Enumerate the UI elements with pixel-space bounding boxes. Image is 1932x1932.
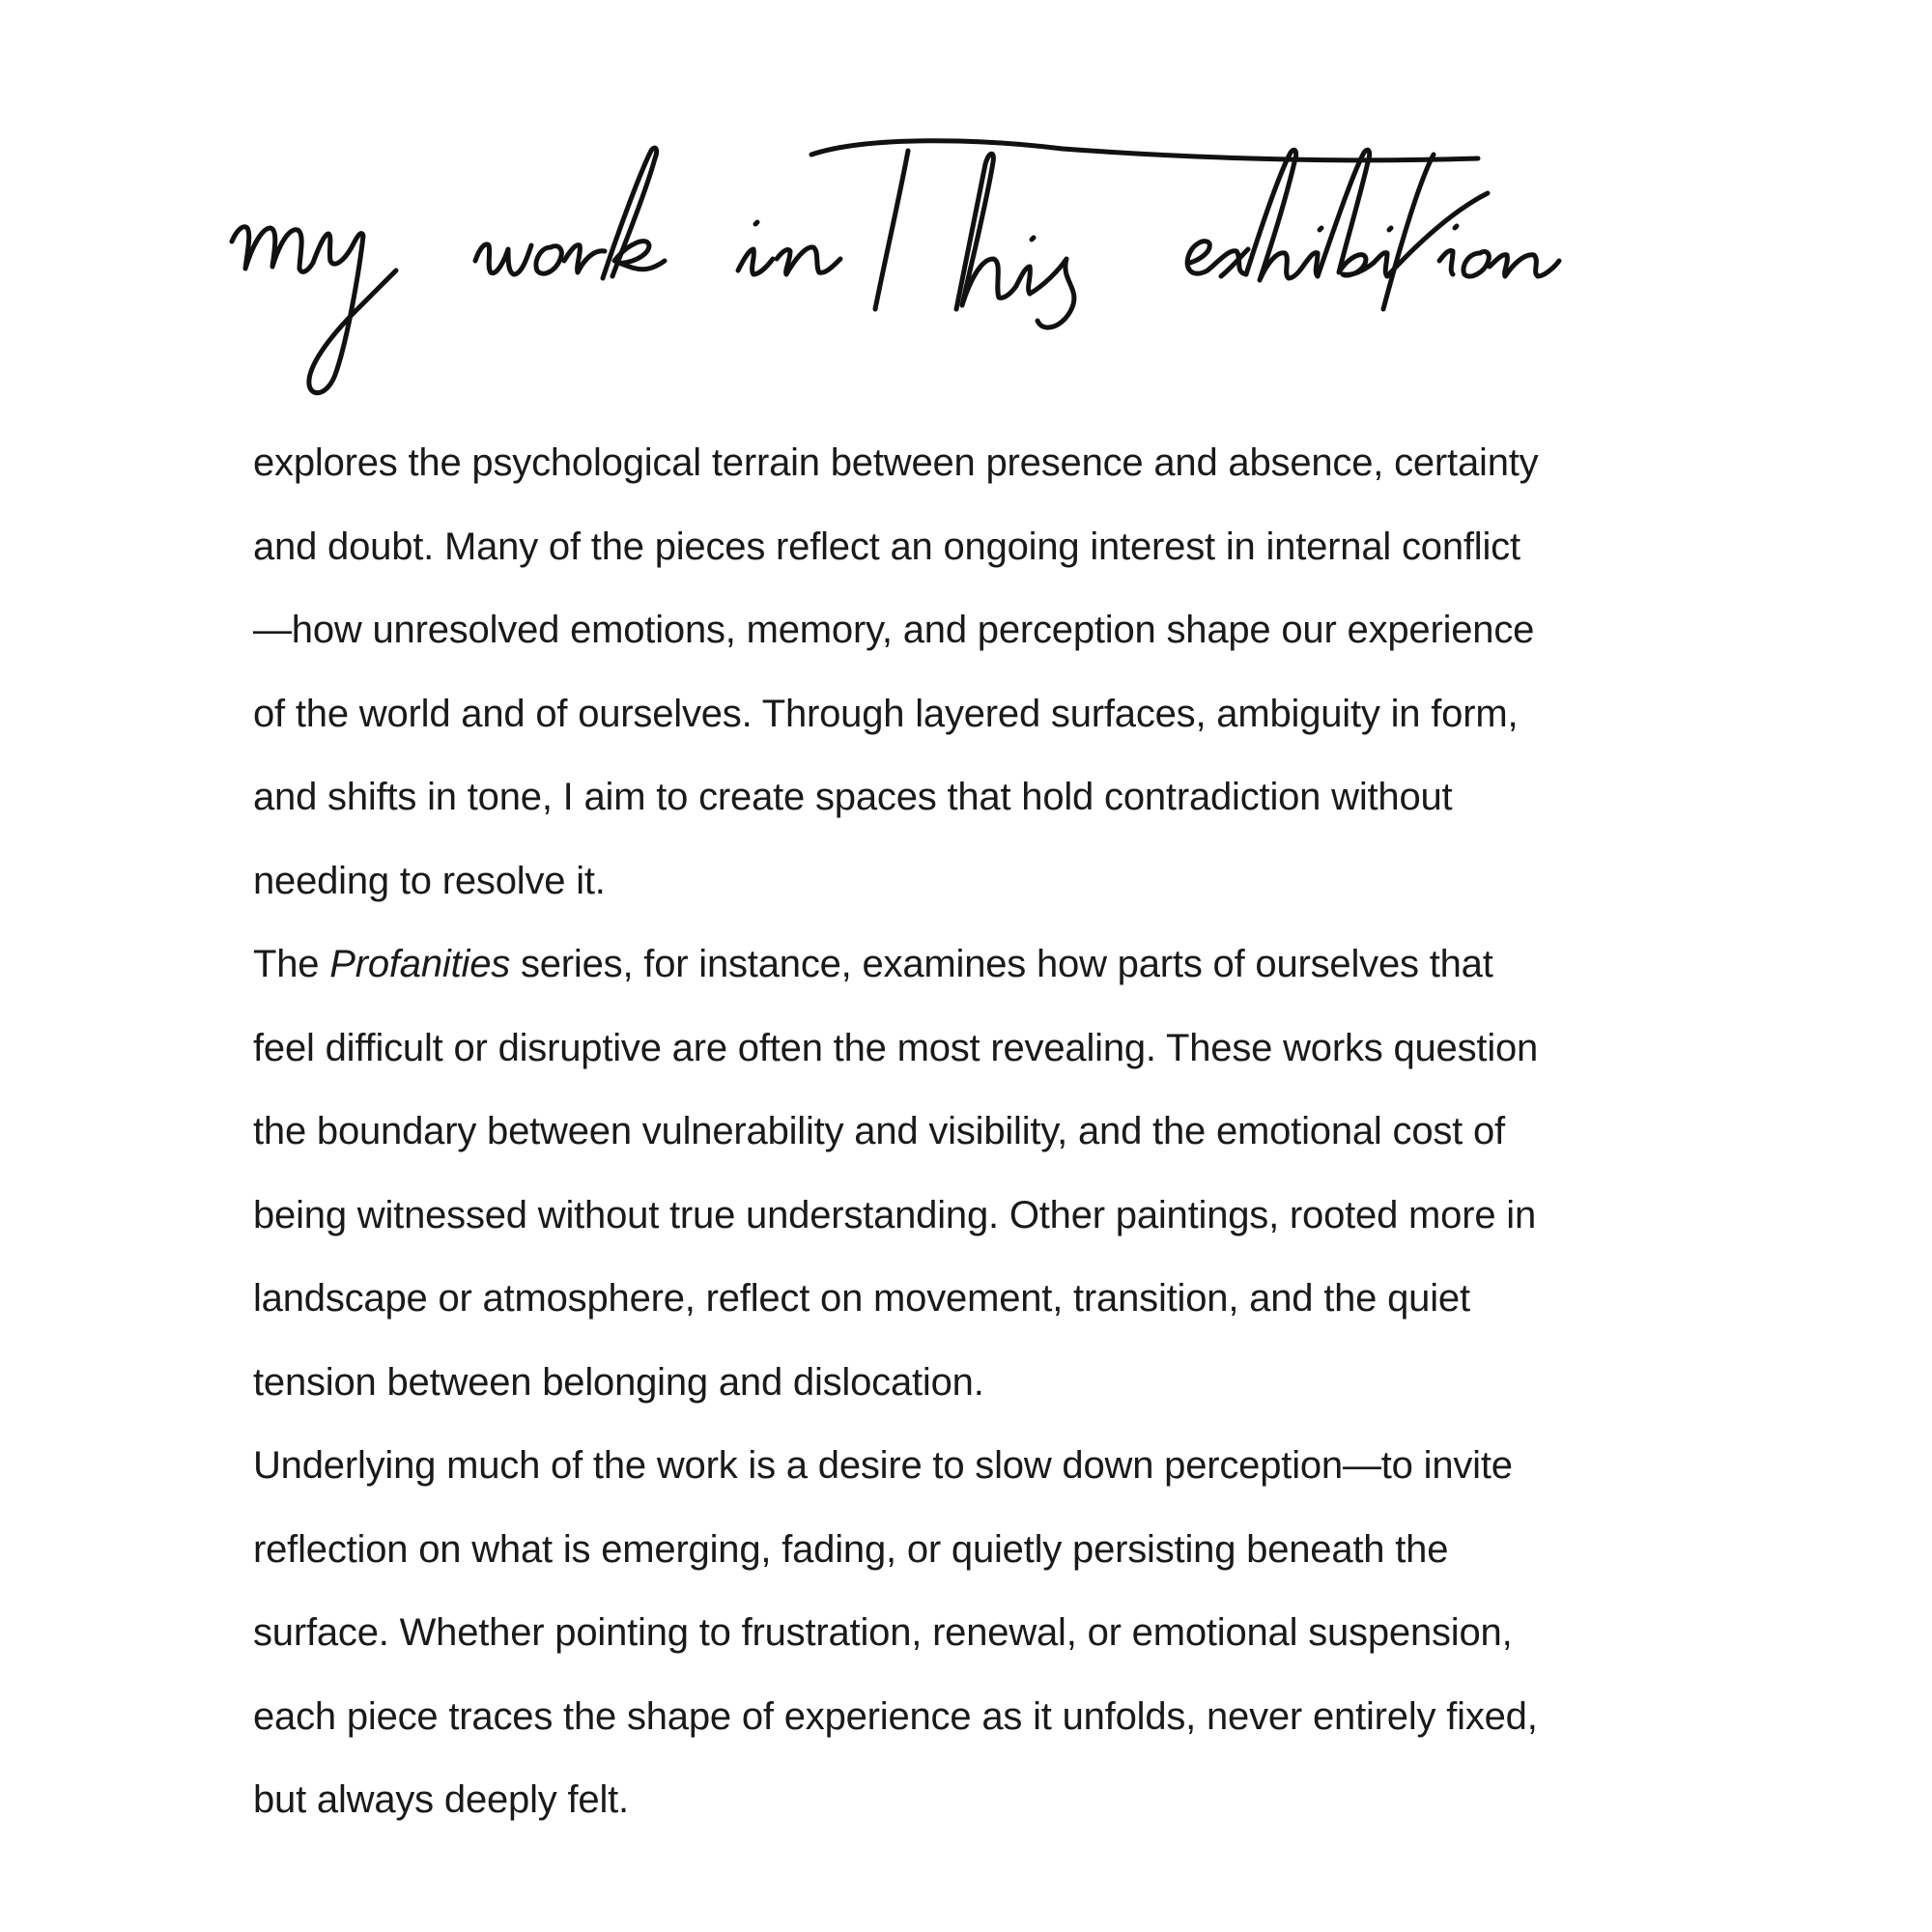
line-suffix: series, for instance, examines how parts of ourselves that: [510, 943, 1493, 985]
paragraph-line: [253, 923, 1702, 1007]
paragraph-line: reflection on what is emerging, fading, or quietly persisting beneath the: [253, 1527, 1449, 1571]
paragraph-line: —how unresolved emotions, memory, and perception shape our experience: [253, 609, 1535, 651]
paragraph-line: surface. Whether pointing to frustration, renewal, or emotional suspension,: [253, 1611, 1513, 1654]
paragraph-line: and doubt. Many of the pieces reflect an ongoing interest in internal conflict: [253, 525, 1520, 568]
paragraph-line: Underlying much of the work is a desire to slow down perception—to invite: [253, 1444, 1513, 1487]
paragraph-1: [253, 421, 1702, 923]
paragraph-line: the boundary between vulnerability and visibility, and the emotional cost of: [253, 1110, 1505, 1152]
paragraph-3: [253, 1424, 1702, 1842]
script-heading: [193, 116, 1739, 406]
paragraph-line: but always deeply felt.: [253, 1778, 629, 1821]
paragraph-line: explores the psychological terrain between presence and absence, certainty: [253, 441, 1539, 484]
paragraph-line: each piece traces the shape of experience as it unfolds, never entirely fixed,: [253, 1694, 1538, 1738]
paragraph-line: and shifts in tone, I aim to create spaces that hold contradiction without: [253, 776, 1453, 818]
paragraph-line: needing to resolve it.: [253, 859, 606, 902]
paragraph-line: tension between belonging and dislocation.: [253, 1360, 984, 1404]
paragraph-line: of the world and of ourselves. Through layered surfaces, ambiguity in form,: [253, 692, 1519, 735]
paragraph-line: feel difficult or disruptive are often the most revealing. These works question: [253, 1026, 1539, 1069]
statement-body: [253, 421, 1702, 1842]
series-title: Profanities: [329, 943, 511, 985]
line-prefix: The: [253, 943, 330, 985]
paragraph-line: being witnessed without true understanding. Other paintings, rooted more in: [253, 1193, 1537, 1236]
script-heading-artwork: [193, 116, 1739, 406]
paragraph-2: [253, 923, 1702, 1424]
paragraph-line: landscape or atmosphere, reflect on movement, transition, and the quiet: [253, 1277, 1470, 1320]
